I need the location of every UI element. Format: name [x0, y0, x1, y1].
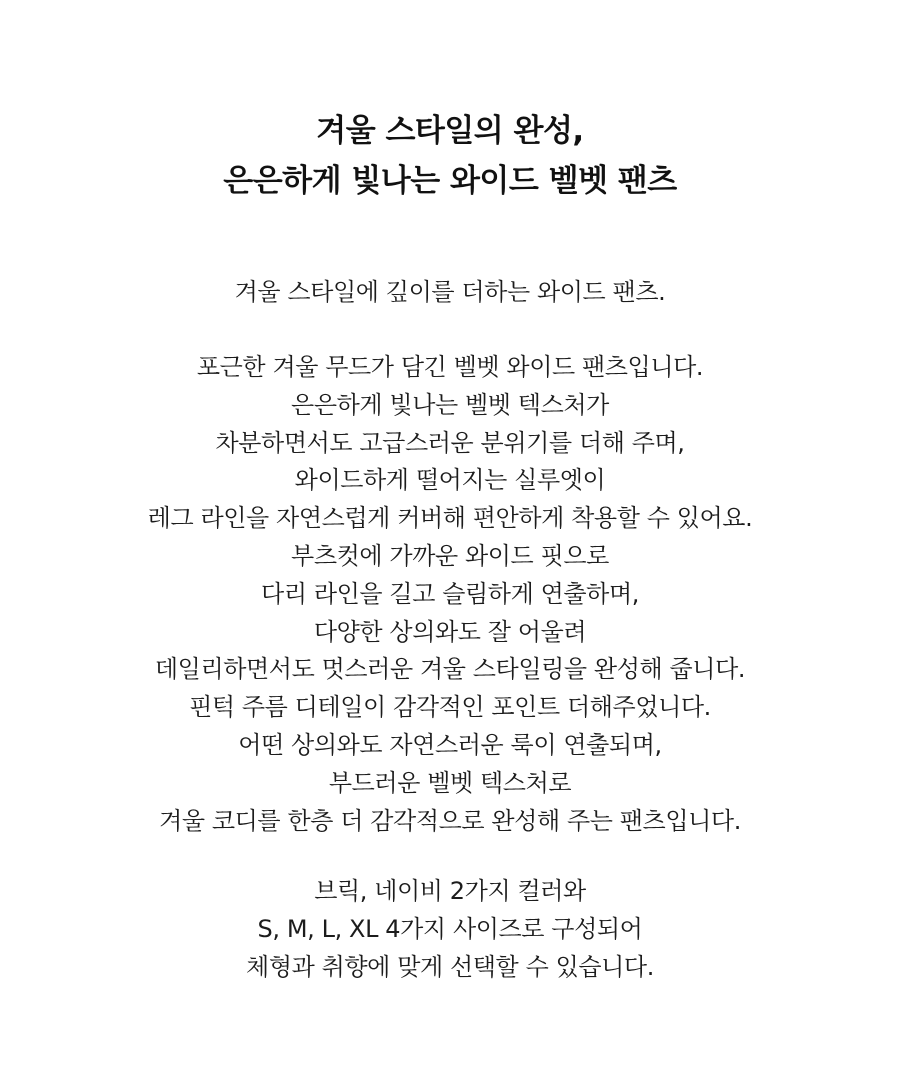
description-line: 핀턱 주름 디테일이 감각적인 포인트 더해주었니다.: [189, 693, 711, 722]
options-line: S, M, L, XL 4가지 사이즈로 구성되어: [257, 914, 643, 943]
description-line: 다양한 상의와도 잘 어울려: [313, 617, 587, 646]
description-line: 와이드하게 떨어지는 실루엣이: [294, 466, 606, 495]
intro-line: 겨울 스타일에 깊이를 더하는 와이드 팬츠.: [234, 278, 666, 306]
options-paragraph: [0, 873, 900, 986]
description-line: 은은하게 빛나는 벨벳 텍스처가: [291, 390, 609, 419]
title-line-1: 겨울 스타일의 완성,: [316, 113, 584, 149]
page-title: [0, 106, 900, 206]
options-line: 체형과 취향에 맞게 선택할 수 있습니다.: [246, 952, 654, 981]
intro-paragraph: [0, 274, 900, 312]
description-line: 차분하면서도 고급스러운 분위기를 더해 주며,: [215, 428, 685, 457]
description-line: 부드러운 벨벳 텍스처로: [328, 768, 572, 797]
description-line: 부츠컷에 가까운 와이드 핏으로: [291, 541, 609, 570]
options-line: 브릭, 네이비 2가지 컬러와: [314, 877, 586, 905]
title-line-2: 은은하게 빛나는 와이드 벨벳 팬츠: [223, 163, 677, 199]
description-line: 포근한 겨울 무드가 담긴 벨벳 와이드 팬츠입니다.: [196, 353, 704, 381]
description-line: 레그 라인을 자연스럽게 커버해 편안하게 착용할 수 있어요.: [147, 504, 753, 533]
description-line: 데일리하면서도 멋스러운 겨울 스타일링을 완성해 줍니다.: [154, 655, 746, 684]
description-line: 다리 라인을 길고 슬림하게 연출하며,: [261, 579, 639, 608]
description-line: 어떤 상의와도 자연스러운 룩이 연출되며,: [238, 730, 662, 759]
description-line: 겨울 코디를 한층 더 감각적으로 완성해 주는 팬츠입니다.: [159, 806, 741, 835]
description-paragraph: [0, 349, 900, 840]
